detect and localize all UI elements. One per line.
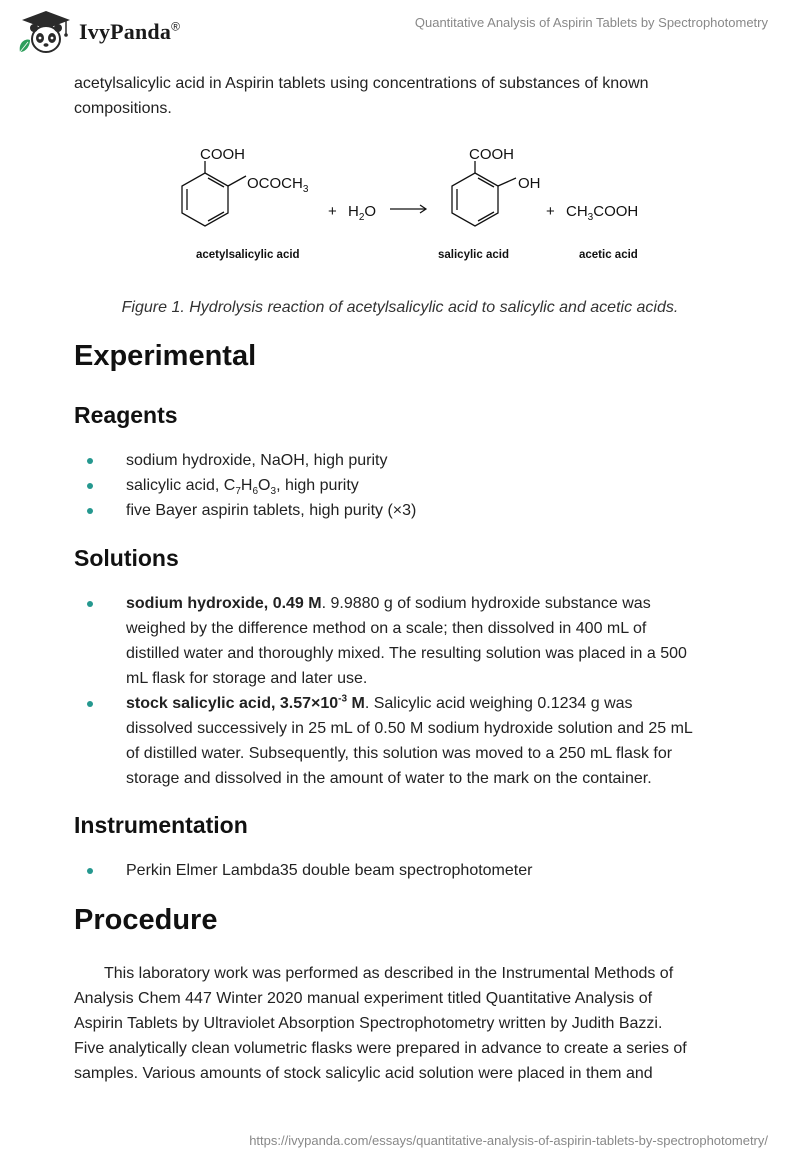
bullet-icon [87, 701, 93, 707]
text-line: Five analytically clean volumetric flasks were prepared in advance to create a series of [74, 1040, 687, 1057]
solutions-list [74, 591, 734, 791]
acetic-acid-formula: $CH_3COOH$ [566, 203, 639, 223]
water-label: $H_2O$ [348, 203, 377, 223]
document-title: Quantitative Analysis of Aspirin Tablets by Spectrophotometry [414, 15, 768, 30]
text-line: Analysis Chem 447 Winter 2020 manual experiment titled Quantitative Analysis of [74, 990, 653, 1007]
subsection-heading-solutions: Solutions [74, 545, 179, 571]
registered-mark: ® [171, 19, 181, 34]
product2-name-label: acetic acid [579, 249, 638, 261]
intro-paragraph [74, 71, 724, 121]
instrumentation-list [74, 858, 734, 883]
solution-name: sodium hydroxide, 0.49 M [126, 595, 322, 612]
source-url-link[interactable]: https://ivypanda.com/essays/quantitative-analysis-of-aspirin-tablets-by-spectrophotometry/ [249, 1133, 768, 1148]
benzene-ring-reactant [182, 161, 246, 226]
bullet-icon [87, 508, 93, 514]
section-heading-experimental: Experimental [74, 340, 257, 372]
ivypanda-logo-icon[interactable] [14, 8, 74, 56]
bullet-icon [87, 868, 93, 874]
benzene-ring-product [452, 161, 516, 226]
list-item [74, 473, 734, 498]
text-line: This laboratory work was performed as described in the Instrumental Methods of [104, 965, 674, 982]
bullet-icon [87, 601, 93, 607]
reaction-arrow-icon [390, 205, 426, 213]
list-item-text: five Bayer aspirin tablets, high purity (×3) [126, 502, 417, 519]
reactant-name-label: acetylsalicylic acid [196, 249, 300, 261]
list-item: sodium hydroxide, 0.49 M. 9.9880 g of sodium hydroxide substance was weighed by the difference method on a scale; then dissolved in 400 mL of distilled water and thoroughly mixed. The resulting solution was placed in a 500 mL flask for storage and later use. [74, 591, 734, 691]
list-item: stock salicylic acid, $3.57\times 10^{-3}$ M. Salicylic acid weighing 0.1234 g was dissolved successively in 25 mL of 0.50 M sodium hydroxide solution and 25 mL of distilled water. Subsequently, this solution was moved to a 250 mL flask for storage and dissolved in the amount of water to the mark on the container. [74, 691, 734, 791]
product-oh-label: OH [518, 175, 541, 192]
reactant-cooh-label: COOH [200, 146, 245, 163]
figure-caption: Figure 1. Hydrolysis reaction of acetylsalicylic acid to salicylic and acetic acids. [121, 299, 679, 316]
subsection-heading-instrumentation: Instrumentation [74, 812, 248, 838]
procedure-paragraph [74, 961, 724, 1086]
solution-name: stock salicylic acid, $3.57\times 10^{-3}$ M [126, 693, 365, 712]
list-item [74, 448, 734, 473]
subsection-heading-reagents: Reagents [74, 402, 178, 428]
section-heading-procedure: Procedure [74, 904, 218, 936]
hydrolysis-reaction-scheme [170, 138, 650, 268]
page-header [0, 0, 800, 66]
list-item-text: Perkin Elmer Lambda35 double beam spectrophotometer [126, 862, 533, 879]
text-line: acetylsalicylic acid in Aspirin tablets using concentrations of substances of known [74, 75, 649, 92]
plus-sign: + [328, 203, 337, 220]
bullet-icon [87, 458, 93, 464]
list-item [74, 858, 734, 883]
list-item-text: salicylic acid, $C_7H_6O_3$, high purity [126, 477, 359, 498]
text-line: compositions. [74, 100, 172, 117]
product-cooh-label: COOH [469, 146, 514, 163]
product1-name-label: salicylic acid [438, 249, 509, 261]
bullet-icon [87, 483, 93, 489]
brand-text: IvyPanda [79, 19, 172, 44]
text-line: samples. Various amounts of stock salicylic acid solution were placed in them and [74, 1065, 653, 1082]
brand-name[interactable] [79, 19, 180, 45]
plus-sign: + [546, 203, 555, 220]
text-line: Aspirin Tablets by Ultraviolet Absorption Spectrophotometry written by Judith Bazzi. [74, 1015, 663, 1032]
list-item-text: sodium hydroxide, NaOH, high purity [126, 452, 388, 469]
list-item [74, 498, 734, 523]
reagents-list [74, 448, 734, 523]
reactant-substituent-label: $OCOCH_3$ [247, 175, 309, 195]
